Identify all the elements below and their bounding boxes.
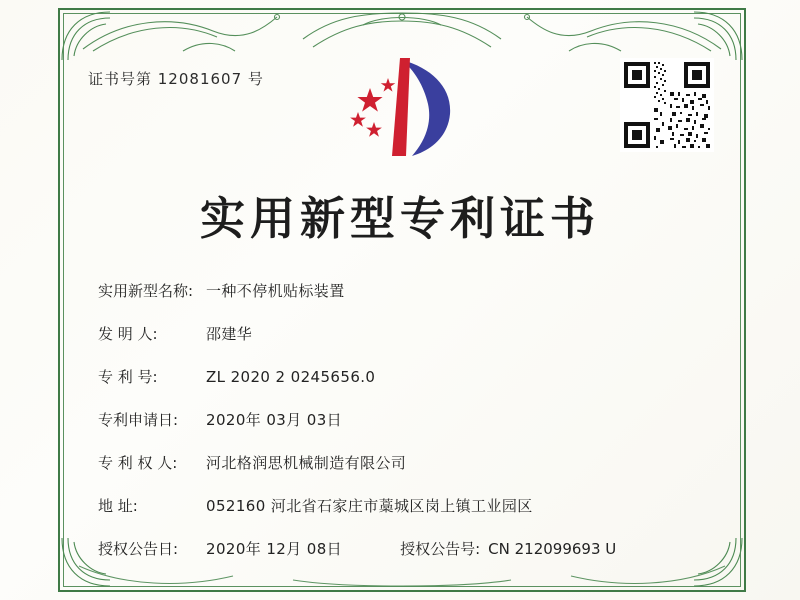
field-row-utility-model-name bbox=[98, 280, 718, 301]
field-label-announcement-number: 授权公告号: bbox=[400, 540, 481, 558]
field-list bbox=[98, 280, 718, 559]
field-row-patent-number bbox=[98, 366, 718, 387]
field-value: 052160 河北省石家庄市藁城区岗上镇工业园区 bbox=[206, 497, 533, 515]
field-value-announcement-number: CN 212099693 U bbox=[488, 540, 617, 558]
field-value: 邵建华 bbox=[206, 325, 253, 343]
field-label: 发 明 人: bbox=[98, 325, 158, 343]
field-row-announcement bbox=[98, 538, 718, 559]
top-ornament bbox=[63, 9, 741, 55]
field-label: 专 利 权 人: bbox=[98, 454, 178, 472]
field-value: ZL 2020 2 0245656.0 bbox=[206, 368, 376, 386]
corner-ornament-top-left bbox=[60, 10, 114, 64]
field-value: 2020年 03月 03日 bbox=[206, 411, 343, 429]
certificate-number: 证书号第 12081607 号 bbox=[88, 70, 264, 88]
corner-ornament-top-right bbox=[690, 10, 744, 64]
field-label: 实用新型名称: bbox=[98, 282, 194, 300]
field-row-patentee bbox=[98, 452, 718, 473]
field-label: 专 利 号: bbox=[98, 368, 158, 386]
patent-office-logo-icon bbox=[340, 52, 466, 162]
field-row-address bbox=[98, 495, 718, 516]
field-label: 地 址: bbox=[98, 497, 138, 515]
field-row-application-date bbox=[98, 409, 718, 430]
page-title: 实用新型专利证书 bbox=[199, 192, 600, 245]
bottom-ornament bbox=[63, 562, 741, 588]
field-label: 专利申请日: bbox=[98, 411, 179, 429]
field-row-inventor bbox=[98, 323, 718, 344]
field-value: 一种不停机贴标装置 bbox=[206, 282, 345, 300]
field-value: 河北格润思机械制造有限公司 bbox=[206, 454, 407, 472]
qr-code-icon bbox=[620, 58, 714, 152]
field-label-announcement-date: 授权公告日: bbox=[98, 540, 179, 558]
field-value-announcement-date: 2020年 12月 08日 bbox=[206, 540, 343, 558]
